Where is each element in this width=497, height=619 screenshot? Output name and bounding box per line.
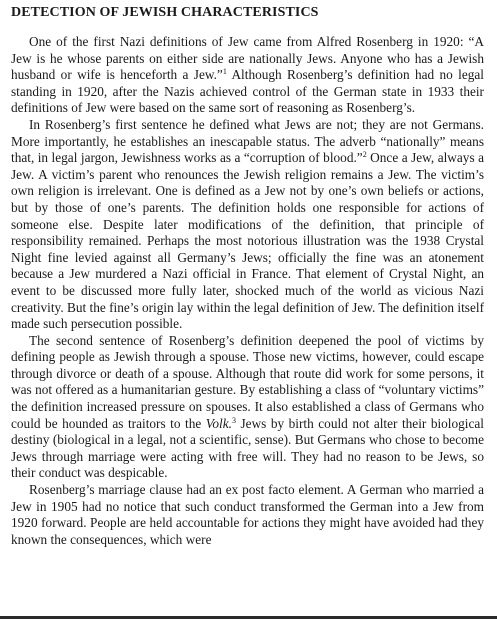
book-page — [11, 0, 484, 619]
footnote-marker: 2 — [362, 150, 367, 160]
text-run: The second sentence of Rosenberg’s definition deepened the pool of victims by defining people as Jewish through a spouse. Those new victims, however, could escape through divorce or death of a spouse. Although that route did work for some persons, it was not offered as a humanitarian gesture. By establishing a class of “voluntary victims” the definition increased pressure on spouses. It also established a class of Germans who could be hounded as traitors to the — [11, 332, 484, 431]
text-run: One of the first Nazi definitions of Jew came from Alfred Rosenberg in 1920: “A Jew is he whose parents on either side are nationally Jews. Anyone who has a Jewish husband or wife is henceforth a Jew.” — [11, 34, 484, 83]
paragraph — [11, 333, 484, 482]
body-text — [11, 34, 484, 548]
text-run: Jews by birth could not alter their biological destiny (biological in a legal, not a scientific, sense). But Germans who chose to become Jews through marriage were acting with free will. They had no reason to be Jews, so their conduct was despicable. — [11, 415, 484, 481]
footnote-marker: 1 — [222, 67, 227, 77]
italic-term: Volk. — [205, 415, 232, 431]
text-run: Rosenberg’s marriage clause had an ex post facto element. A German who married a Jew in 1905 had no notice that such conduct transformed the German into a Jew from 1920 forward. People are held accountable for actions they might have avoided had they known the consequences, which were — [11, 482, 484, 547]
text-run: Once a Jew, always a Jew. A victim’s parent who renounces the Jewish religion remains a Jew. The victim’s own religion is irrelevant. One is defined as a Jew not by one’s own beliefs or actions, but by those of one’s parents. The definition holds one responsible for actions of someone else. Despite later modifications of the definition, that principle of responsibility remained. Perhaps the most notorious illustration was the 1938 Crystal Night fine levied against all Germany’s Jews; officially the fine was an atonement because a Jew murdered a Nazi official in France. That element of Crystal Night, an event to be discussed more fully later, shocked much of the world as vicious Nazi creativity. But the fine’s origin lay within the legal definition of Jew. The definition itself made such persecution possible. — [11, 150, 484, 332]
paragraph — [11, 117, 484, 333]
text-run: Although Rosenberg’s definition had no legal standing in 1920, after the Nazis achieved control of the German state in 1933 their definitions of Jew were based on the same sort of reasoning as Rosenberg’s. — [11, 67, 484, 116]
section-heading: DETECTION OF JEWISH CHARACTERISTICS — [11, 5, 319, 20]
paragraph — [11, 482, 484, 548]
footnote-marker: 3 — [231, 415, 236, 425]
text-run: In Rosenberg’s first sentence he defined what Jews are not; they are not Germans. More importantly, he establishes an inescapable status. The adverb “nationally” means that, in legal jargon, Jewishness works as a “corruption of blood.” — [11, 116, 484, 166]
paragraph — [11, 34, 484, 117]
